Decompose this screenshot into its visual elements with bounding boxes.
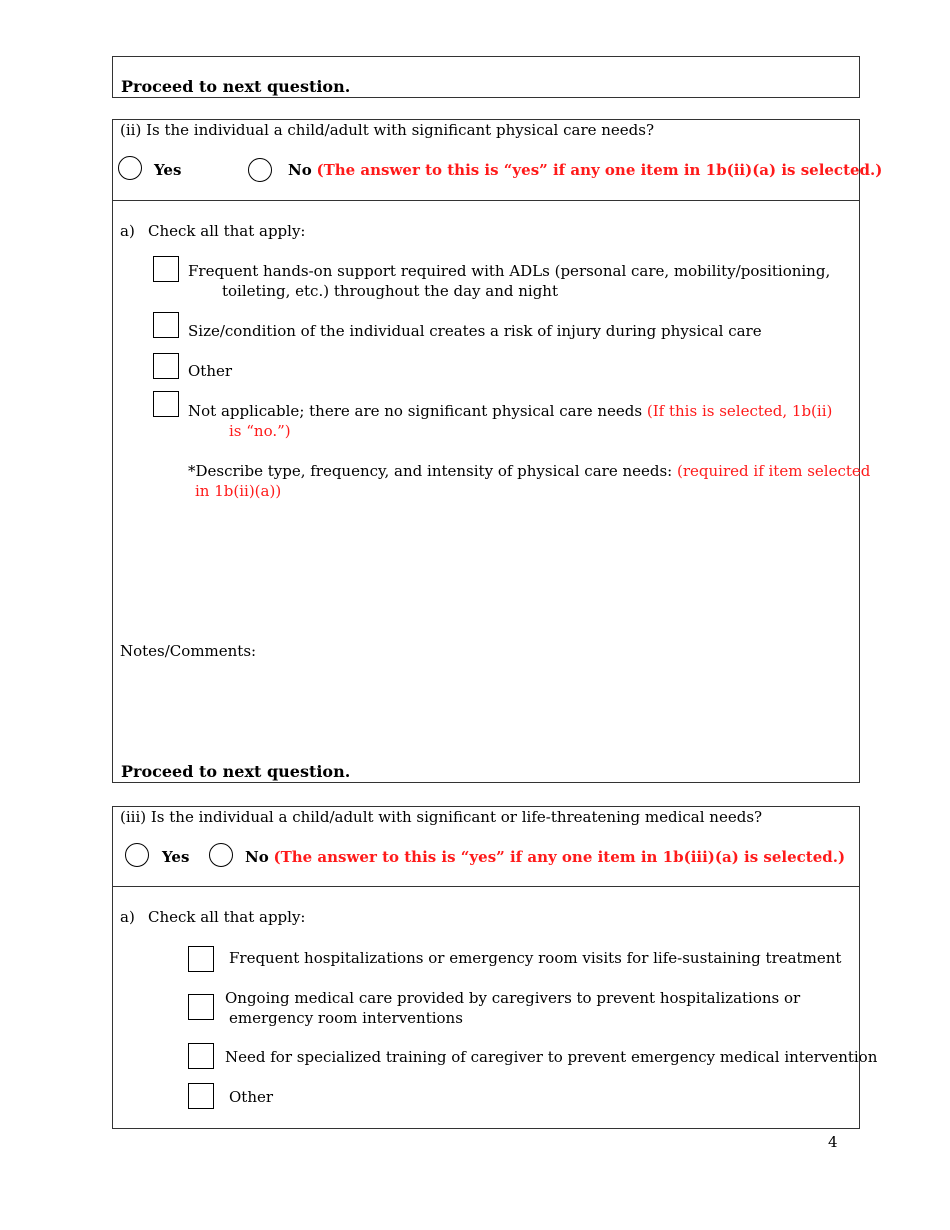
q3-item-specialized-training: Need for specialized training of caregiver to prevent emergency medical intervention — [225, 1048, 878, 1066]
q2-yes-radio[interactable] — [118, 156, 142, 180]
q3-item-ongoing-care-line2: emergency room interventions — [229, 1009, 463, 1027]
q2-checkbox-adl-support[interactable] — [153, 256, 179, 282]
q3-check-intro: Check all that apply: — [148, 908, 306, 926]
question-ii-box — [112, 119, 860, 783]
q2-no-radio[interactable] — [248, 158, 272, 182]
q3-no-radio[interactable] — [209, 843, 233, 867]
q2-yes-label: Yes — [154, 161, 182, 179]
q3-check-letter: a) — [120, 908, 135, 926]
q3-item-other: Other — [229, 1088, 274, 1106]
q3-no-label: No — [245, 848, 269, 866]
q3-checkbox-ongoing-care[interactable] — [188, 994, 214, 1020]
q2-item-adl-line2: toileting, etc.) throughout the day and night — [222, 282, 558, 300]
q3-item-hospitalizations: Frequent hospitalizations or emergency room visits for life-sustaining treatment — [229, 949, 842, 967]
question-ii-text: (ii) Is the individual a child/adult with significant physical care needs? — [120, 121, 655, 139]
q2-describe-note-1: (required if item selected — [677, 462, 871, 480]
proceed-instruction-top: Proceed to next question. — [121, 77, 351, 96]
q2-item-not-applicable-row — [188, 401, 832, 421]
q2-no-row — [288, 160, 882, 180]
q2-notes-label: Notes/Comments: — [120, 642, 257, 660]
question-iii-text: (iii) Is the individual a child/adult with significant or life-threatening medical needs? — [120, 808, 763, 826]
question-ii-divider — [112, 200, 860, 201]
question-iii-divider — [112, 886, 860, 887]
q2-describe-label: *Describe type, frequency, and intensity of physical care needs: — [188, 462, 678, 480]
q2-checkbox-not-applicable[interactable] — [153, 391, 179, 417]
q3-rule-note: (The answer to this is “yes” if any one item in 1b(iii)(a) is selected.) — [273, 848, 846, 866]
q3-yes-radio[interactable] — [125, 843, 149, 867]
q2-no-label: No — [288, 161, 312, 179]
q2-check-letter: a) — [120, 222, 135, 240]
proceed-instruction-q2: Proceed to next question. — [121, 762, 351, 781]
q2-checkbox-other[interactable] — [153, 353, 179, 379]
q3-no-row — [245, 847, 845, 867]
q3-yes-label: Yes — [162, 848, 190, 866]
q2-item-not-applicable: Not applicable; there are no significant physical care needs — [188, 402, 647, 420]
q2-item-other: Other — [188, 362, 233, 380]
q2-not-applicable-note-2: is “no.”) — [229, 422, 291, 440]
q3-checkbox-other[interactable] — [188, 1083, 214, 1109]
q2-not-applicable-note-1: (If this is selected, 1b(ii) — [646, 402, 833, 420]
q3-item-ongoing-care-line1: Ongoing medical care provided by caregivers to prevent hospitalizations or — [225, 989, 801, 1007]
q3-checkbox-hospitalizations[interactable] — [188, 946, 214, 972]
q2-describe-note-2: in 1b(ii)(a)) — [195, 482, 282, 500]
q2-checkbox-injury-risk[interactable] — [153, 312, 179, 338]
q2-item-injury-risk: Size/condition of the individual creates a risk of injury during physical care — [188, 322, 762, 340]
q2-check-intro: Check all that apply: — [148, 222, 306, 240]
q3-checkbox-specialized-training[interactable] — [188, 1043, 214, 1069]
page-number: 4 — [828, 1133, 838, 1151]
q2-rule-note: (The answer to this is “yes” if any one item in 1b(ii)(a) is selected.) — [316, 161, 883, 179]
q2-describe-row — [188, 461, 870, 481]
q2-item-adl-line1: Frequent hands-on support required with ADLs (personal care, mobility/positioning, — [188, 262, 831, 280]
